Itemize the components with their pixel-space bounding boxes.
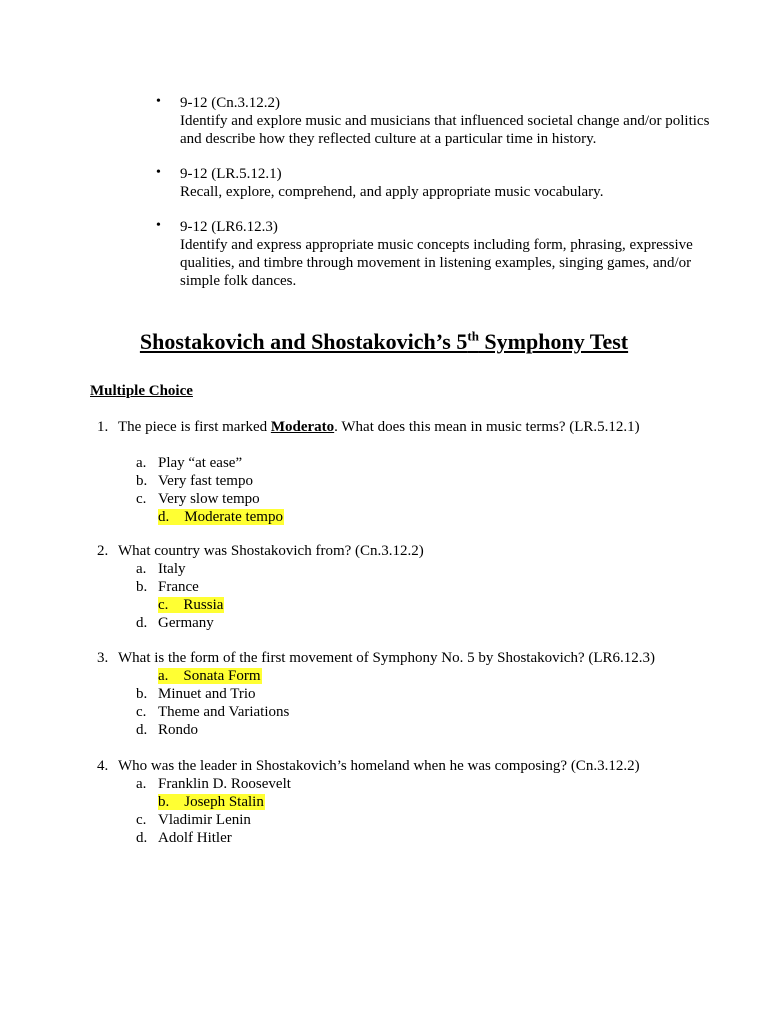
option-text: Germany: [158, 615, 214, 631]
option-text: Vladimir Lenin: [158, 812, 251, 828]
option-text: Adolf Hitler: [158, 830, 232, 846]
question-text: What is the form of the first movement of Symphony No. 5 by Shostakovich? (LR6.12.3): [118, 650, 656, 666]
option-d: [136, 614, 717, 632]
standard-text: Identify and express appropriate music concepts including form, phrasing, expressive qualities, and timbre through movement in listening examples, singing games, and/or simple folk dances.: [180, 237, 693, 289]
option-b: [136, 472, 717, 490]
standard-code: 9-12 (LR.5.12.1): [180, 166, 282, 182]
option-text: Moderate tempo: [184, 509, 283, 525]
question-text-end: . What does this mean in music terms? (LR.5.12.1): [334, 419, 640, 435]
title-part-2: Symphony Test: [478, 329, 629, 354]
option-d: [136, 508, 717, 526]
page-title: [0, 328, 768, 356]
title-part-1: Shostakovich and Shostakovich’s 5: [139, 329, 468, 354]
question-4: [97, 757, 717, 847]
option-text: Very slow tempo: [158, 491, 260, 507]
question-line: [97, 418, 717, 436]
option-text: Sonata Form: [183, 668, 261, 684]
answer-highlight: [158, 794, 265, 810]
options-list: [136, 454, 717, 526]
option-b: [136, 685, 717, 703]
title-superscript: th: [467, 328, 479, 344]
question-number: 3.: [97, 650, 109, 666]
standard-item: [156, 218, 716, 290]
question-text: The piece is first marked: [118, 419, 271, 435]
bullet-icon: •: [156, 94, 161, 109]
option-letter: b.: [158, 794, 170, 810]
question-line: [97, 542, 717, 560]
standard-text: Identify and explore music and musicians that influenced societal change and/or politics and describe how they reflected culture at a particular time in history.: [180, 113, 710, 147]
option-text: Very fast tempo: [158, 473, 253, 489]
option-c: [136, 490, 717, 508]
option-d: [136, 721, 717, 739]
option-text: Rondo: [158, 722, 199, 738]
option-c: [136, 596, 717, 614]
options-list: [136, 775, 717, 847]
option-letter: d.: [136, 830, 148, 846]
option-text: Play “at ease”: [158, 455, 243, 471]
option-a: [136, 667, 717, 685]
question-emphasis: Moderato: [270, 419, 335, 435]
option-b: [136, 793, 717, 811]
option-a: [136, 775, 717, 793]
option-b: [136, 578, 717, 596]
question-3: [97, 649, 717, 739]
question-2: [97, 542, 717, 632]
bullet-icon: •: [156, 218, 161, 233]
option-text: France: [158, 579, 199, 595]
option-text: Italy: [158, 561, 186, 577]
option-text: Joseph Stalin: [184, 794, 264, 810]
bullet-icon: •: [156, 165, 161, 180]
option-a: [136, 560, 717, 578]
section-heading: Multiple Choice: [90, 383, 193, 399]
option-letter: c.: [136, 491, 147, 507]
option-letter: b.: [136, 579, 148, 595]
option-text: Minuet and Trio: [158, 686, 256, 702]
standard-text: Recall, explore, comprehend, and apply appropriate music vocabulary.: [180, 184, 604, 200]
option-c: [136, 811, 717, 829]
option-letter: b.: [136, 686, 148, 702]
standard-item: [156, 165, 716, 201]
standard-code: 9-12 (Cn.3.12.2): [180, 95, 280, 111]
option-d: [136, 829, 717, 847]
option-letter: c.: [158, 597, 169, 613]
question-number: 1.: [97, 419, 109, 435]
options-list: [136, 667, 717, 739]
option-text: Theme and Variations: [158, 704, 290, 720]
option-letter: a.: [136, 455, 147, 471]
option-text: Russia: [183, 597, 224, 613]
standard-item: [156, 94, 716, 148]
option-letter: a.: [136, 776, 147, 792]
answer-highlight: [158, 597, 224, 613]
question-text: What country was Shostakovich from? (Cn.3.12.2): [118, 543, 424, 559]
question-number: 4.: [97, 758, 109, 774]
question-line: [97, 649, 717, 667]
option-letter: d.: [158, 509, 170, 525]
option-letter: a.: [136, 561, 147, 577]
question-line: [97, 757, 717, 775]
standards-list: [156, 94, 716, 307]
option-letter: d.: [136, 722, 148, 738]
option-c: [136, 703, 717, 721]
question-text: Who was the leader in Shostakovich’s homeland when he was composing? (Cn.3.12.2): [118, 758, 640, 774]
question-1: [97, 418, 717, 526]
option-letter: c.: [136, 704, 147, 720]
answer-highlight: [158, 509, 284, 525]
option-a: [136, 454, 717, 472]
question-number: 2.: [97, 543, 109, 559]
option-letter: c.: [136, 812, 147, 828]
answer-highlight: [158, 668, 262, 684]
option-text: Franklin D. Roosevelt: [158, 776, 291, 792]
option-letter: b.: [136, 473, 148, 489]
option-letter: d.: [136, 615, 148, 631]
options-list: [136, 560, 717, 632]
option-letter: a.: [158, 668, 169, 684]
standard-code: 9-12 (LR6.12.3): [180, 219, 278, 235]
